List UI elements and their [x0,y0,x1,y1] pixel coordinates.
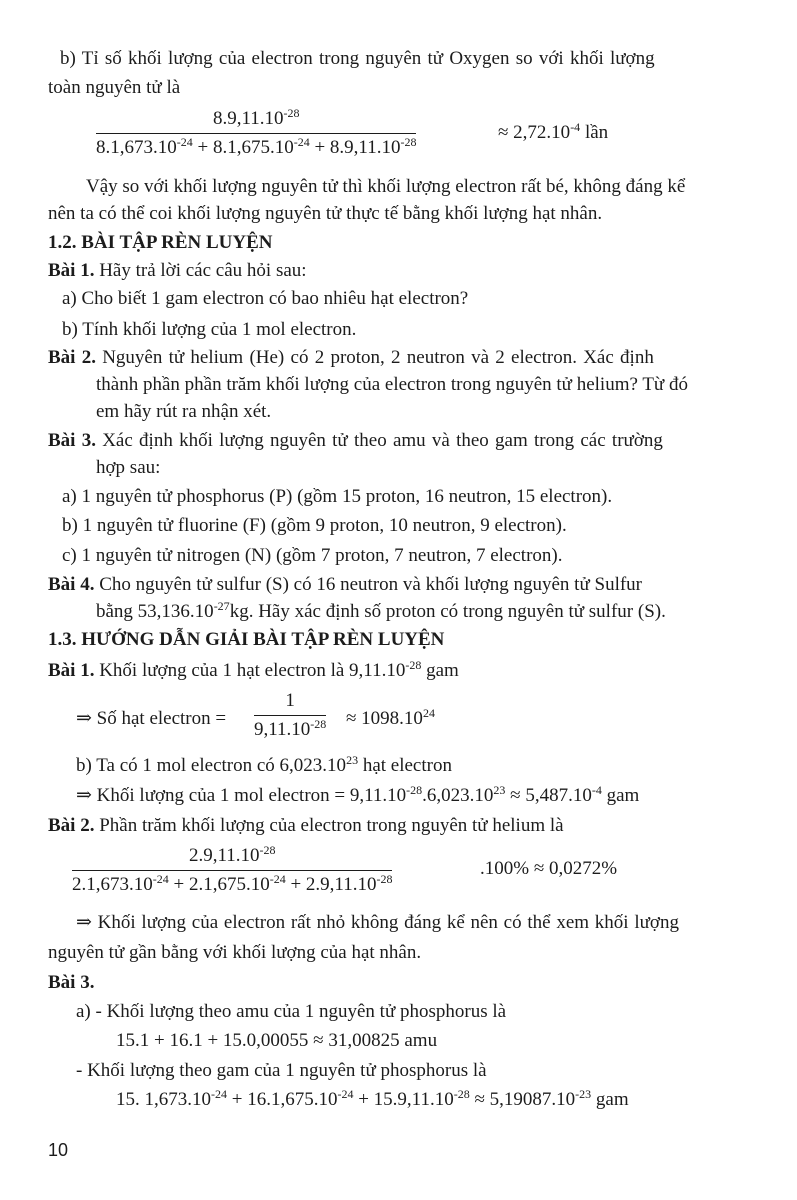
exercise-1-b: b) Tính khối lượng của 1 mol electron. [62,319,357,340]
solution-1: Bài 1. Khối lượng của 1 hạt electron là $9,11.10^{-28}$ gam [48,658,459,681]
solution-2-fraction [72,845,392,896]
exercise-4-line-2: bằng $53,136.10^{-27}kg$. Hãy xác định số proton có trong nguyên tử sulfur (S). [96,599,666,622]
partb-line-2: toàn nguyên tử là [48,77,181,98]
page-number: 10 [48,1140,69,1160]
partb-fraction [96,108,416,159]
partb-denominator: $8.1,673.10^{-24} + 8.1,675.10^{-24} + 8.9,11.10^{-28}$ [96,134,417,158]
partb-numerator: $8.9,11.10^{-28}$ [212,106,300,129]
solution-1-count-rhs: ≈ $1098.10^{24}$ [346,706,435,729]
conclusion-line-1: Vậy so với khối lượng nguyên tử thì khối lượng electron rất bé, không đáng kể [86,176,686,197]
solution-3-a-3: - Khối lượng theo gam của 1 nguyên tử phosphorus là [76,1060,487,1081]
partb-result: ≈ $2,72.10^{-4}$ lần [498,120,609,143]
solution-2-denominator: $2.1,673.10^{-24} + 2.1,675.10^{-24} + 2.9,11.10^{-28}$ [72,871,393,895]
partb-line-1: b) Tỉ số khối lượng của electron trong nguyên tử Oxygen so với khối lượng [60,48,655,69]
conclusion-line-2: nên ta có thể coi khối lượng nguyên tử thực tế bằng khối lượng hạt nhân. [48,203,603,224]
section-title-1-3: 1.3. HƯỚNG DẪN GIẢI BÀI TẬP RÈN LUYỆN [48,629,445,650]
solution-2-note-2: nguyên tử gần bằng với khối lượng của hạt nhân. [48,942,422,963]
exercise-4-line-1: Bài 4. Cho nguyên tử sulfur (S) có 16 neutron và khối lượng nguyên tử Sulfur [48,574,643,595]
exercise-2-line-3: em hãy rút ra nhận xét. [96,401,272,422]
solution-3-a-2: 15.1 + 16.1 + 15.0,00055 ≈ 31,00825 amu [116,1030,438,1051]
solution-1-count-denominator: $9,11.10^{-28}$ [254,716,327,740]
solution-1-count-numerator: 1 [285,690,295,711]
solution-2-result: .100% ≈ 0,0272% [480,858,618,879]
solution-1-count-lhs: ⇒ Số hạt electron = [76,708,227,729]
solution-2: Bài 2. Phần trăm khối lượng của electron trong nguyên tử helium là [48,815,564,836]
solution-1-mass: ⇒ Khối lượng của 1 mol electron = $9,11.10^{-28}.6,023.10^{23} \approx 5,487.10^{-4}$ gam [76,783,640,806]
exercise-3-b: b) 1 nguyên tử fluorine (F) (gồm 9 proton, 10 neutron, 9 electron). [62,515,567,536]
exercise-1-a: a) Cho biết 1 gam electron có bao nhiêu hạt electron? [62,288,469,309]
exercise-3-line-1: Bài 3. Xác định khối lượng nguyên tử theo amu và theo gam trong các trường [48,430,663,451]
solution-2-numerator: $2.9,11.10^{-28}$ [188,843,276,866]
exercise-2-line-1: Bài 2. Nguyên tử helium (He) có 2 proton, 2 neutron và 2 electron. Xác định [48,347,654,368]
solution-3-a-4: 15. $1,673.10^{-24} + 16.1,675.10^{-24} + 15.9,11.10^{-28} \approx 5,19087.10^{-23}$ gam [116,1087,629,1110]
solution-3-a-1: a) - Khối lượng theo amu của 1 nguyên tử phosphorus là [76,1001,507,1022]
solution-1-b: b) Ta có 1 mol electron có 6,023.10$^{23}$ hạt electron [76,753,452,776]
solution-2-note-1: ⇒ Khối lượng của electron rất nhỏ không đáng kể nên có thể xem khối lượng [76,912,679,933]
exercise-3-a: a) 1 nguyên tử phosphorus (P) (gồm 15 proton, 16 neutron, 15 electron). [62,486,613,507]
solution-3-label: Bài 3. [48,972,95,993]
section-title-1-2: 1.2. BÀI TẬP RÈN LUYỆN [48,232,273,253]
exercise-1: Bài 1. Hãy trả lời các câu hỏi sau: [48,260,307,281]
exercise-3-line-2: hợp sau: [96,457,161,478]
exercise-2-line-2: thành phần phần trăm khối lượng của electron trong nguyên tử helium? Từ đó [96,374,688,395]
exercise-3-c: c) 1 nguyên tử nitrogen (N) (gồm 7 proton, 7 neutron, 7 electron). [62,545,563,566]
solution-1-count-fraction [254,690,326,741]
